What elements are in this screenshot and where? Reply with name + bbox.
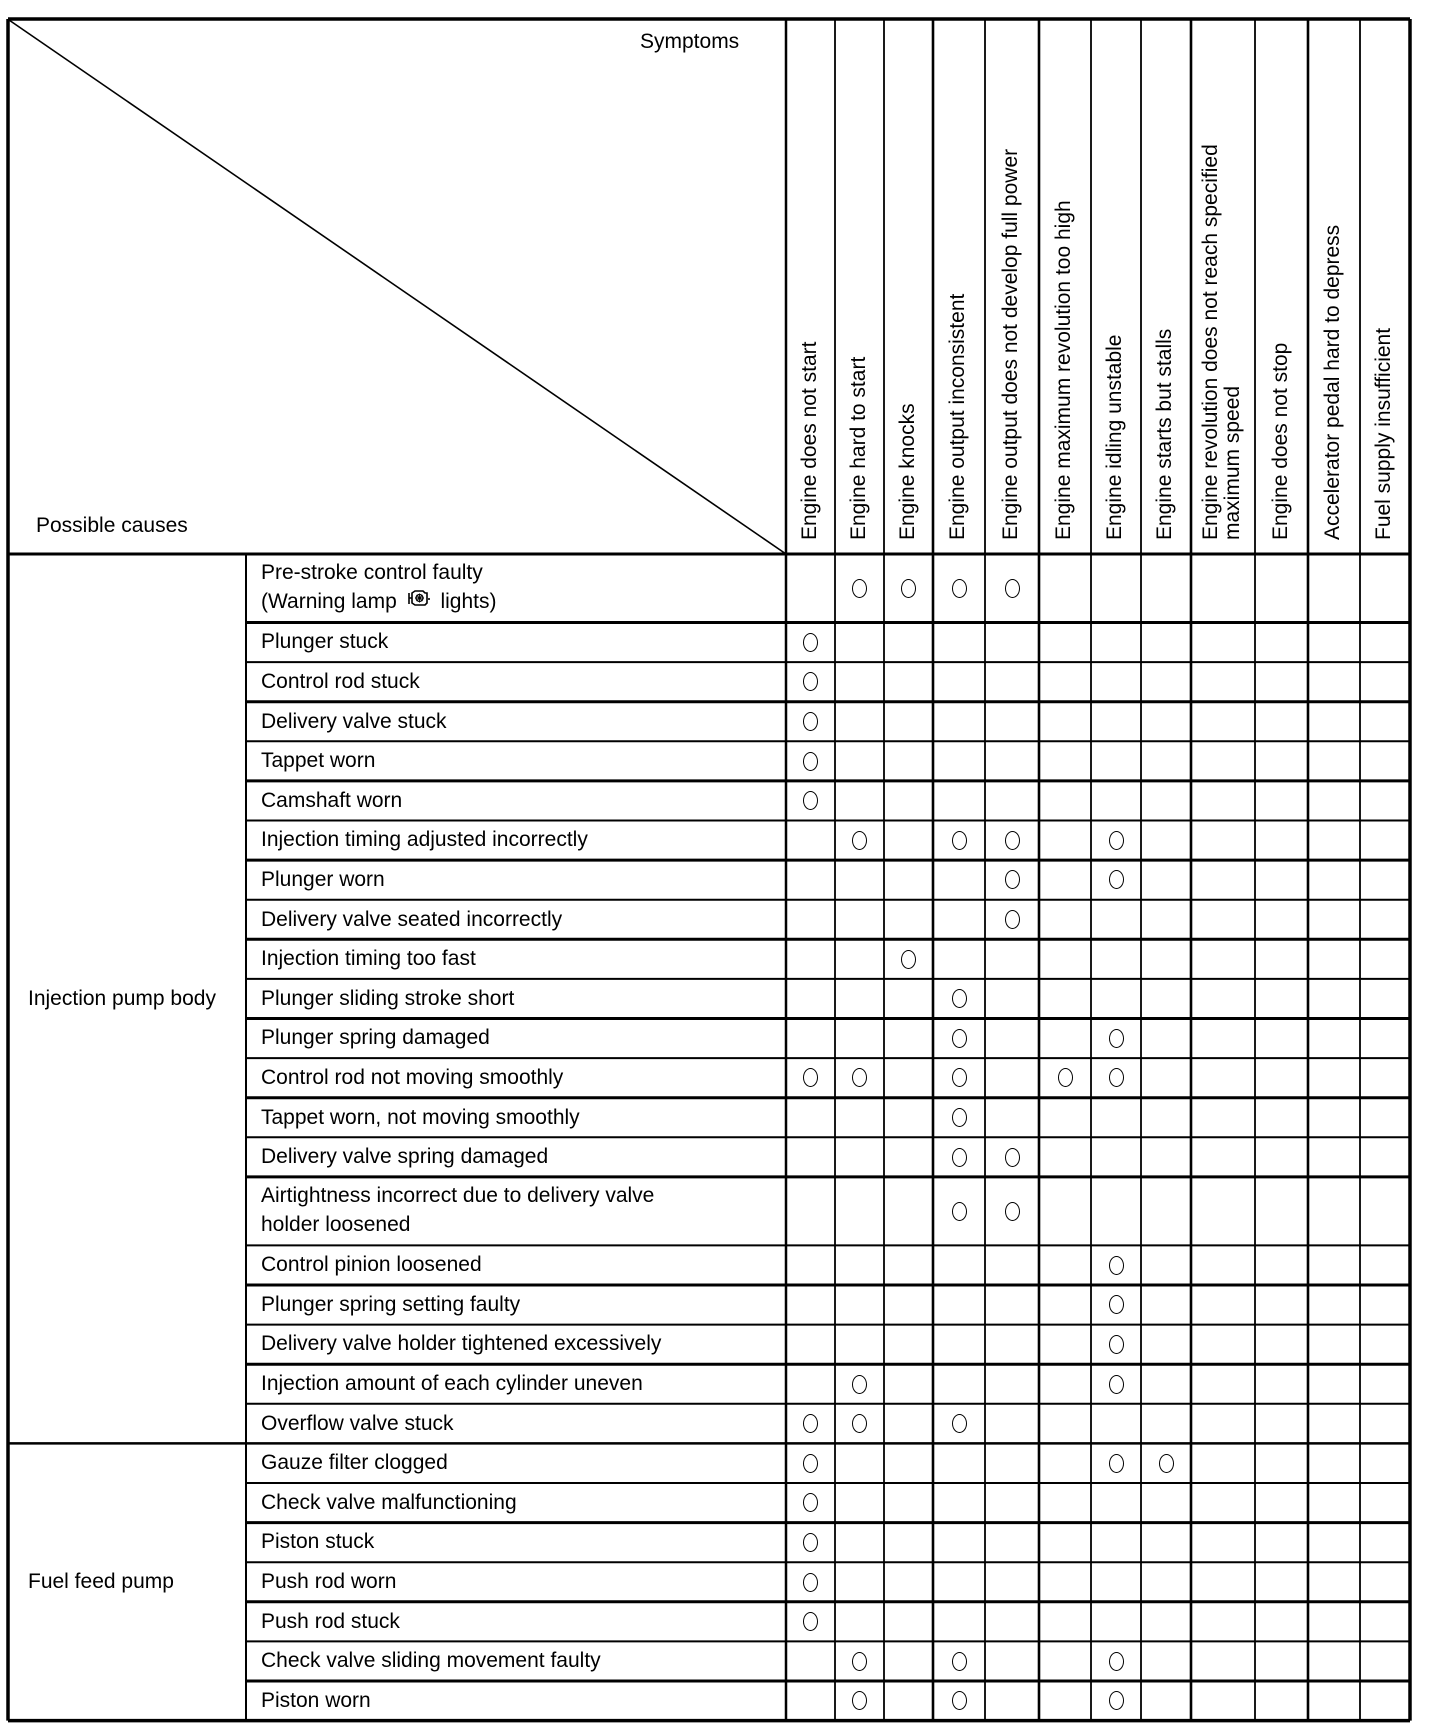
- cause-label: Piston stuck: [261, 1530, 375, 1554]
- table-row: [246, 623, 1410, 663]
- table-row: [246, 662, 1410, 702]
- symptom-match-circle-icon: [803, 1612, 818, 1631]
- symptoms-header-label: Symptoms: [640, 30, 740, 53]
- symptom-match-circle-icon: [1005, 1148, 1020, 1167]
- table-row: [246, 1562, 1410, 1602]
- symptom-match-circle-icon: [1005, 831, 1020, 850]
- cause-label: Check valve sliding movement faulty: [261, 1649, 601, 1673]
- symptom-match-circle-icon: [803, 1454, 818, 1473]
- cause-label: Check valve malfunctioning: [261, 1490, 517, 1514]
- symptom-label: Engine does not start: [797, 341, 821, 540]
- engine-warning-lamp-icon: [407, 588, 431, 616]
- symptom-match-circle-icon: [852, 1652, 867, 1671]
- symptom-match-circle-icon: [952, 1148, 967, 1167]
- cause-label-part: lights): [434, 590, 497, 613]
- symptom-label: Engine does not stop: [1268, 342, 1292, 540]
- symptom-match-circle-icon: [1109, 1691, 1124, 1710]
- cause-label: Plunger worn: [261, 867, 385, 891]
- symptom-match-circle-icon: [803, 712, 818, 731]
- cause-label: Control rod not moving smoothly: [261, 1065, 564, 1089]
- cause-label: Plunger sliding stroke short: [261, 986, 515, 1010]
- symptom-match-circle-icon: [952, 1029, 967, 1048]
- symptom-match-circle-icon: [803, 633, 818, 652]
- cause-label: Tappet worn: [261, 749, 376, 773]
- cause-label: Delivery valve spring damaged: [261, 1145, 549, 1169]
- symptom-match-circle-icon: [852, 1375, 867, 1394]
- symptom-match-circle-icon: [1109, 870, 1124, 889]
- symptom-label: Engine output inconsistent: [946, 293, 969, 540]
- symptom-label: Engine maximum revolution too high: [1052, 200, 1075, 540]
- symptom-match-circle-icon: [852, 579, 867, 598]
- symptom-match-circle-icon: [1109, 1256, 1124, 1275]
- symptom-match-circle-icon: [952, 1068, 967, 1087]
- cause-label: Control pinion loosened: [261, 1253, 482, 1277]
- cause-label: Camshaft worn: [261, 788, 403, 812]
- symptom-match-circle-icon: [803, 752, 818, 771]
- symptom-match-circle-icon: [952, 989, 967, 1008]
- cause-label: Control rod stuck: [261, 669, 420, 693]
- symptom-match-circle-icon: [803, 1533, 818, 1552]
- symptom-match-circle-icon: [803, 1573, 818, 1592]
- cause-label: Delivery valve seated incorrectly: [261, 907, 563, 931]
- symptom-match-circle-icon: [1109, 1068, 1124, 1087]
- symptom-label: maximum speed: [1221, 385, 1244, 540]
- table-row: [246, 781, 1410, 821]
- symptom-match-circle-icon: [803, 1414, 818, 1433]
- cause-label-part: (Warning lamp: [261, 590, 403, 613]
- symptom-match-circle-icon: [1109, 1029, 1124, 1048]
- symptom-label: Engine hard to start: [846, 356, 870, 540]
- possible-causes-header-label: Possible causes: [36, 514, 188, 537]
- symptom-match-circle-icon: [952, 1691, 967, 1710]
- group-label: Injection pump body: [28, 986, 216, 1010]
- cause-label: Plunger spring damaged: [261, 1026, 490, 1050]
- cause-label: Gauze filter clogged: [261, 1451, 448, 1475]
- symptom-match-circle-icon: [952, 579, 967, 598]
- symptom-label: Engine knocks: [895, 403, 919, 540]
- symptom-label: Engine starts but stalls: [1153, 328, 1176, 540]
- symptom-match-circle-icon: [952, 1652, 967, 1671]
- symptom-match-circle-icon: [952, 1108, 967, 1127]
- symptom-label: Engine idling unstable: [1103, 334, 1126, 540]
- symptom-match-circle-icon: [1109, 1375, 1124, 1394]
- symptom-label: Fuel supply insufficient: [1372, 327, 1395, 540]
- symptom-label: Accelerator pedal hard to depress: [1321, 224, 1344, 540]
- cause-label: Delivery valve stuck: [261, 709, 447, 733]
- cause-label: Push rod worn: [261, 1570, 397, 1593]
- table-row: [246, 1681, 1410, 1721]
- symptom-match-circle-icon: [1005, 579, 1020, 598]
- symptom-match-circle-icon: [1159, 1454, 1174, 1473]
- symptom-label: Engine output does not develop full power: [999, 148, 1022, 540]
- symptom-match-circle-icon: [1109, 1295, 1124, 1314]
- table-row: [246, 741, 1410, 781]
- cause-label: Delivery valve holder tightened excessively: [261, 1332, 662, 1356]
- cause-label: Piston worn: [261, 1688, 371, 1712]
- symptom-match-circle-icon: [952, 1202, 967, 1221]
- symptom-match-circle-icon: [852, 1414, 867, 1433]
- symptom-match-circle-icon: [952, 1414, 967, 1433]
- table-row: [246, 1602, 1410, 1642]
- symptom-label: Engine revolution does not reach specified: [1199, 144, 1222, 540]
- symptom-match-circle-icon: [901, 950, 916, 969]
- cause-label: Overflow valve stuck: [261, 1411, 454, 1435]
- symptom-match-circle-icon: [1109, 1652, 1124, 1671]
- cause-label: holder loosened: [261, 1212, 411, 1236]
- cause-label: Airtightness incorrect due to delivery valve: [261, 1183, 655, 1207]
- cause-label-line-2: [261, 588, 496, 616]
- table-row: [246, 860, 1410, 900]
- cause-label: Pre-stroke control faulty: [261, 561, 483, 584]
- symptom-match-circle-icon: [952, 831, 967, 850]
- cause-label: Push rod stuck: [261, 1609, 400, 1633]
- cause-label: Tappet worn, not moving smoothly: [261, 1105, 580, 1129]
- symptom-match-circle-icon: [1005, 1202, 1020, 1221]
- table-row: [246, 1523, 1410, 1563]
- cause-label: Injection timing too fast: [261, 947, 476, 971]
- group-label: Fuel feed pump: [28, 1570, 174, 1593]
- cause-label: Injection timing adjusted incorrectly: [261, 828, 588, 852]
- cause-label: Plunger stuck: [261, 630, 389, 654]
- cause-label: Injection amount of each cylinder uneven: [261, 1372, 643, 1395]
- symptom-match-circle-icon: [852, 831, 867, 850]
- symptom-match-circle-icon: [1058, 1068, 1073, 1087]
- symptom-match-circle-icon: [1109, 831, 1124, 850]
- cause-label: Plunger spring setting faulty: [261, 1292, 521, 1316]
- symptom-match-circle-icon: [1005, 870, 1020, 889]
- symptom-match-circle-icon: [1005, 910, 1020, 929]
- symptom-match-circle-icon: [1109, 1335, 1124, 1354]
- symptom-match-circle-icon: [1109, 1454, 1124, 1473]
- header-diagonal-divider: [9, 20, 786, 554]
- symptom-match-circle-icon: [901, 579, 916, 598]
